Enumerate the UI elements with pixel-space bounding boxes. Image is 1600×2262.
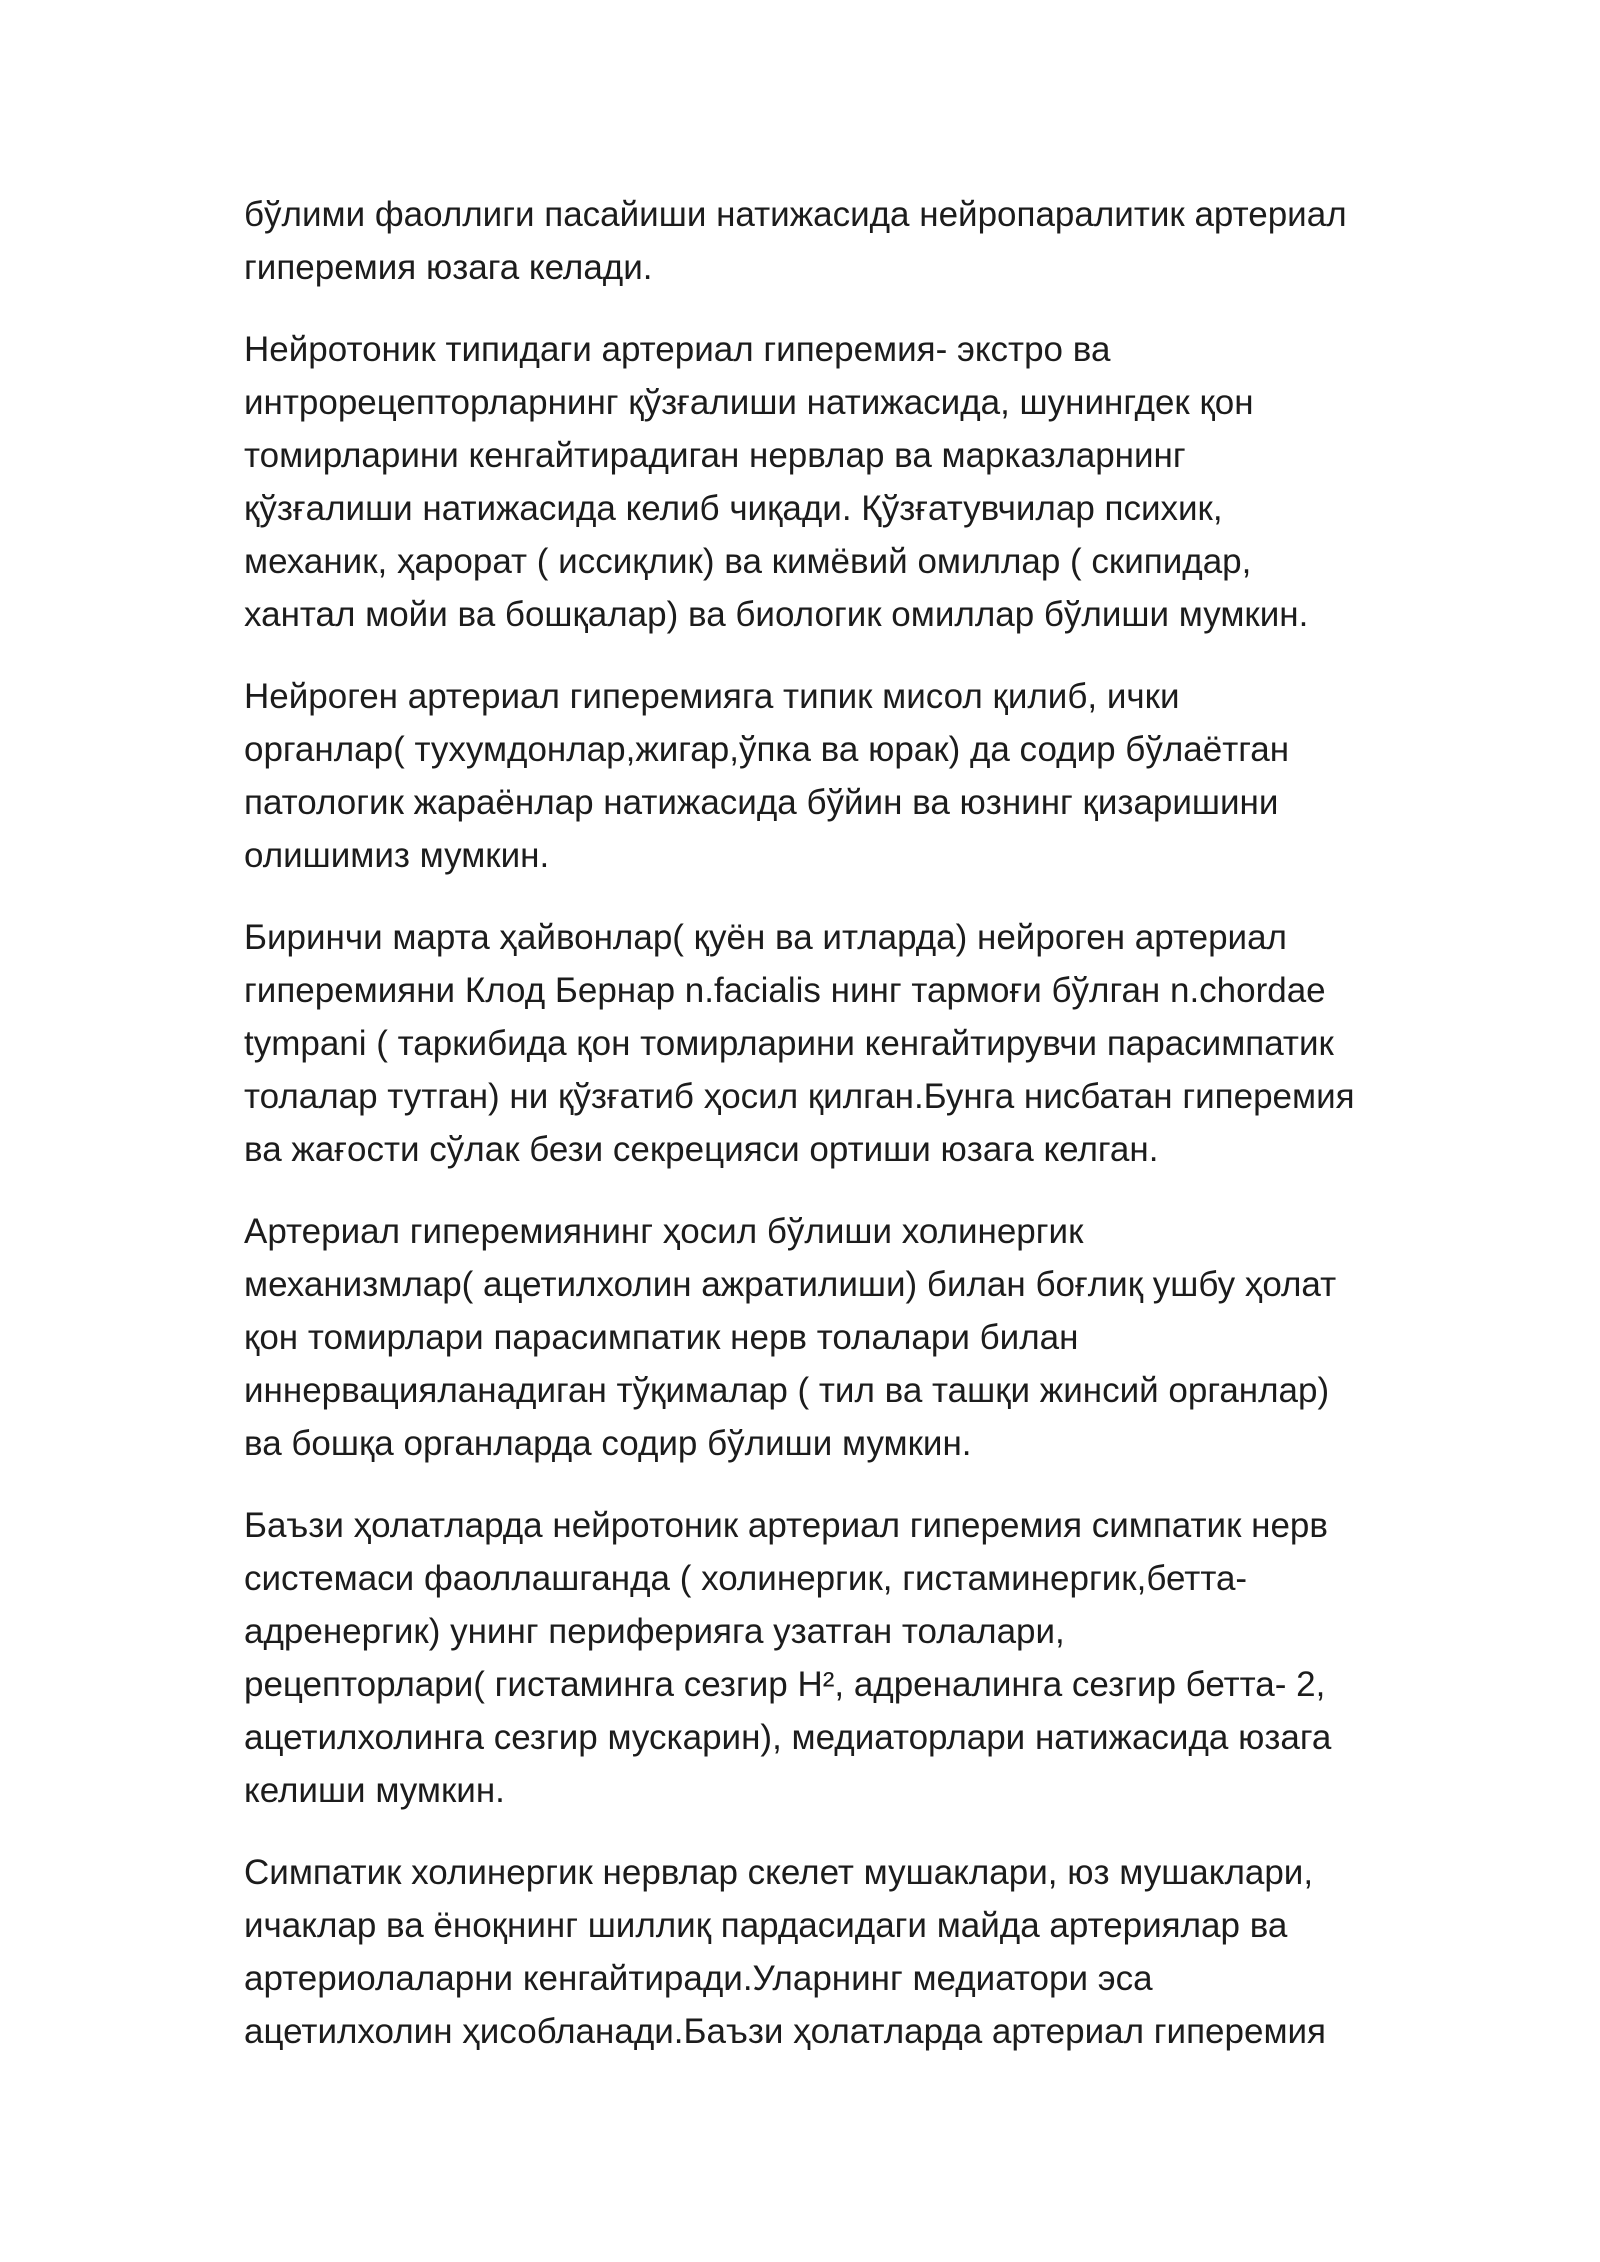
text-line: Биринчи марта ҳайвонлар( қуён ва итларда) нейроген артериал <box>244 918 1287 957</box>
text-line: tympani ( таркибида қон томирларини кенгайтирувчи парасимпатик <box>244 1024 1334 1063</box>
paragraph-7 <box>244 1846 1364 2058</box>
paragraph-5 <box>244 1205 1364 1470</box>
text-line: ва бошқа органларда содир бўлиши мумкин. <box>244 1424 972 1463</box>
text-line: органлар( тухумдонлар,жигар,ўпка ва юрак) да содир бўлаётган <box>244 730 1290 769</box>
paragraph-6 <box>244 1499 1364 1817</box>
text-line: интрорецепторларнинг қўзғалиши натижасида, шунингдек қон <box>244 383 1254 422</box>
text-line: хантал мойи ва бошқалар) ва биологик омиллар бўлиши мумкин. <box>244 595 1309 634</box>
paragraph-4 <box>244 911 1364 1176</box>
text-line: Артериал гиперемиянинг ҳосил бўлиши холинергик <box>244 1212 1084 1251</box>
text-line: Симпатик холинергик нервлар скелет мушаклари, юз мушаклари, <box>244 1853 1314 1892</box>
text-line: қўзғалиши натижасида келиб чиқади. Қўзғатувчилар психик, <box>244 489 1223 528</box>
text-line: бўлими фаоллиги пасайиши натижасида нейропаралитик артериал <box>244 195 1347 234</box>
text-line: ацетилхолин ҳисобланади.Баъзи ҳолатларда артериал гиперемия <box>244 2012 1327 2051</box>
text-line: томирларини кенгайтирадиган нервлар ва марказларнинг <box>244 436 1186 475</box>
text-line: гиперемияни Клод Бернар n.facialis нинг тармоғи бўлган n.chordae <box>244 971 1326 1010</box>
text-line: келиши мумкин. <box>244 1771 505 1810</box>
text-line: Нейроген артериал гиперемияга типик мисол қилиб, ички <box>244 677 1180 716</box>
text-line: Нейротоник типидаги артериал гиперемия- экстро ва <box>244 330 1111 369</box>
text-line: рецепторлари( гистаминга сезгир H², адреналинга сезгир бетта- 2, <box>244 1665 1326 1704</box>
paragraph-3 <box>244 670 1364 882</box>
text-line: артериолаларни кенгайтиради.Уларнинг медиатори эса <box>244 1959 1153 1998</box>
text-line: ацетилхолинга сезгир мускарин), медиаторлари натижасида юзага <box>244 1718 1332 1757</box>
text-line: иннервацияланадиган тўқималар ( тил ва ташқи жинсий органлар) <box>244 1371 1330 1410</box>
text-line: ва жағости сўлак бези секрецияси ортиши юзага келган. <box>244 1130 1159 1169</box>
text-line: механик, ҳарорат ( иссиқлик) ва кимёвий омиллар ( скипидар, <box>244 542 1252 581</box>
text-line: гиперемия юзага келади. <box>244 248 653 287</box>
document-body <box>244 188 1364 2087</box>
text-line: ичаклар ва ёноқнинг шиллиқ пардасидаги майда артериялар ва <box>244 1906 1288 1945</box>
paragraph-2 <box>244 323 1364 641</box>
text-line: патологик жараёнлар натижасида бўйин ва юзнинг қизаришини <box>244 783 1279 822</box>
paragraph-1 <box>244 188 1364 294</box>
text-line: олишимиз мумкин. <box>244 836 550 875</box>
text-line: қон томирлари парасимпатик нерв толалари билан <box>244 1318 1079 1357</box>
text-line: механизмлар( ацетилхолин ажратилиши) билан боғлиқ ушбу ҳолат <box>244 1265 1337 1304</box>
text-line: адренергик) унинг периферияга узатган толалари, <box>244 1612 1065 1651</box>
text-line: системаси фаоллашганда ( холинергик, гистаминергик,бетта- <box>244 1559 1248 1598</box>
text-line: толалар тутган) ни қўзғатиб ҳосил қилган.Бунга нисбатан гиперемия <box>244 1077 1355 1116</box>
text-line: Баъзи ҳолатларда нейротоник артериал гиперемия симпатик нерв <box>244 1506 1328 1545</box>
